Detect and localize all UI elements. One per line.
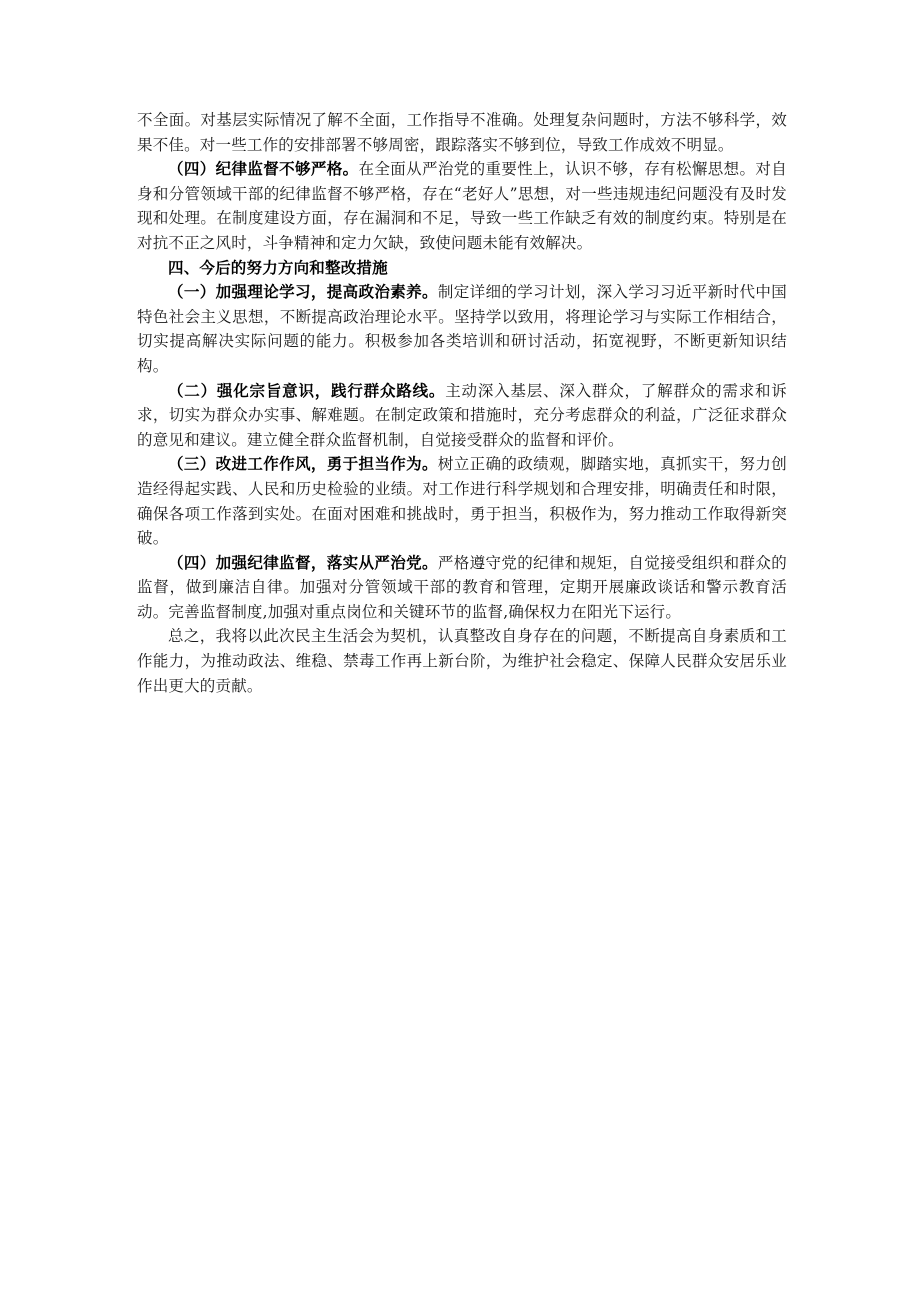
measure-lead: （三）改进工作作风，勇于担当作为。 xyxy=(168,455,438,474)
measure-text: 严格遵守党的纪律和规矩，自觉接受组织和群众的监督，做到廉洁自律。加强对分管领域干部的教育和管理，定期开展廉政谈话和警示教育活动。完善监督制度,加强对重点岗位和关键环节的监督,确保权力在阳光下运行。 xyxy=(137,553,788,621)
paragraph-discipline-issue xyxy=(137,157,787,255)
measure-item-4 xyxy=(137,551,787,625)
paragraph-text: 不全面。对基层实际情况了解不全面，工作指导不准确。处理复杂问题时，方法不够科学，效果不佳。对一些工作的安排部署不够周密，跟踪落实不够到位，导致工作成效不明显。 xyxy=(137,111,787,154)
paragraph-text: 在全面从严治党的重要性上，认识不够，存有松懈思想。对自身和分管领域干部的纪律监督不够严格，存在“老好人”思想，对一些违规违纪问题没有及时发现和处理。在制度建设方面，存在漏洞和不足，导致一些工作缺乏有效的制度约束。特别是在对抗不正之风时，斗争精神和定力欠缺，致使问题未能有效解决。 xyxy=(137,160,787,252)
paragraph-lead: （四）纪律监督不够严格。 xyxy=(168,160,359,179)
section-heading: 四、今后的努力方向和整改措施 xyxy=(168,258,388,277)
measure-text: 主动深入基层、深入群众，了解群众的需求和诉求，切实为群众办实事、解难题。在制定政策和措施时，充分考虑群众的利益，广泛征求群众的意见和建议。建立健全群众监督机制，自觉接受群众的监督和评价。 xyxy=(137,381,788,449)
measure-text: 树立正确的政绩观，脚踏实地，真抓实干，努力创造经得起实践、人民和历史检验的业绩。对工作进行科学规划和合理安排，明确责任和时限，确保各项工作落到实处。在面对困难和挑战时，勇于担当，积极作为，努力推动工作取得新突破。 xyxy=(137,455,788,548)
measure-lead: （二）强化宗旨意识，践行群众路线。 xyxy=(168,381,446,400)
measure-item-2 xyxy=(137,379,787,453)
conclusion-paragraph: 总之，我将以此次民主生活会为契机，认真整改自身存在的问题，不断提高自身素质和工作能力，为推动政法、维稳、禁毒工作再上新台阶，为维护社会稳定、保障人民群众安居乐业作出更大的贡献。 xyxy=(137,627,787,695)
measure-item-1 xyxy=(137,280,787,378)
measure-item-3 xyxy=(137,452,787,550)
measure-lead: （一）加强理论学习，提高政治素养。 xyxy=(168,283,438,302)
measure-lead: （四）加强纪律监督，落实从严治党。 xyxy=(168,553,438,572)
measure-text: 制定详细的学习计划，深入学习习近平新时代中国特色社会主义思想，不断提高政治理论水平。坚持学以致用，将理论学习与实际工作相结合，切实提高解决实际问题的能力。积极参加各类培训和研讨活动，拓宽视野，不断更新知识结构。 xyxy=(137,283,788,375)
paragraph-continued xyxy=(137,108,787,157)
document-body xyxy=(137,108,787,698)
